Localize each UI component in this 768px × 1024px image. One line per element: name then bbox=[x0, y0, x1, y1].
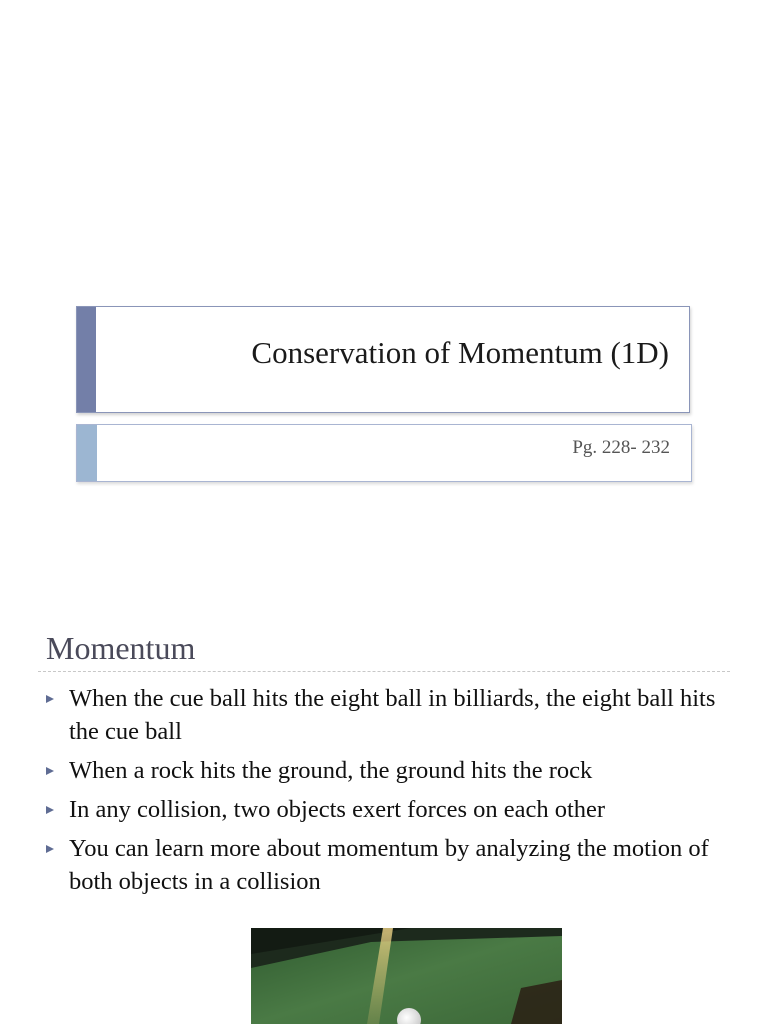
title-divider bbox=[38, 671, 730, 672]
bullet-item bbox=[46, 682, 726, 748]
billiards-image bbox=[251, 928, 562, 1024]
bullet-triangle-icon bbox=[46, 695, 54, 703]
bullet-triangle-icon bbox=[46, 767, 54, 775]
section-title: Momentum bbox=[46, 630, 196, 666]
bullet-text: You can learn more about momentum by analyzing the motion of both objects in a collision bbox=[69, 835, 709, 895]
bullet-triangle-icon bbox=[46, 845, 54, 853]
bullet-triangle-icon bbox=[46, 806, 54, 814]
bullet-list bbox=[46, 682, 726, 904]
slide-title: Conservation of Momentum (1D) bbox=[251, 335, 669, 370]
subtitle-accent-bar bbox=[77, 425, 97, 481]
bullet-text: In any collision, two objects exert forces on each other bbox=[69, 796, 606, 823]
title-accent-bar bbox=[77, 307, 96, 412]
bullet-item bbox=[46, 793, 726, 826]
subtitle-box bbox=[76, 424, 692, 482]
slide-subtitle: Pg. 228- 232 bbox=[572, 437, 670, 458]
title-box bbox=[76, 306, 690, 413]
bullet-item bbox=[46, 754, 726, 787]
bullet-item bbox=[46, 832, 726, 898]
bullet-text: When a rock hits the ground, the ground hits the rock bbox=[69, 757, 593, 784]
bullet-text: When the cue ball hits the eight ball in billiards, the eight ball hits the cue ball bbox=[69, 685, 716, 745]
billiards-photo bbox=[251, 928, 562, 1024]
momentum-slide bbox=[0, 576, 768, 1024]
